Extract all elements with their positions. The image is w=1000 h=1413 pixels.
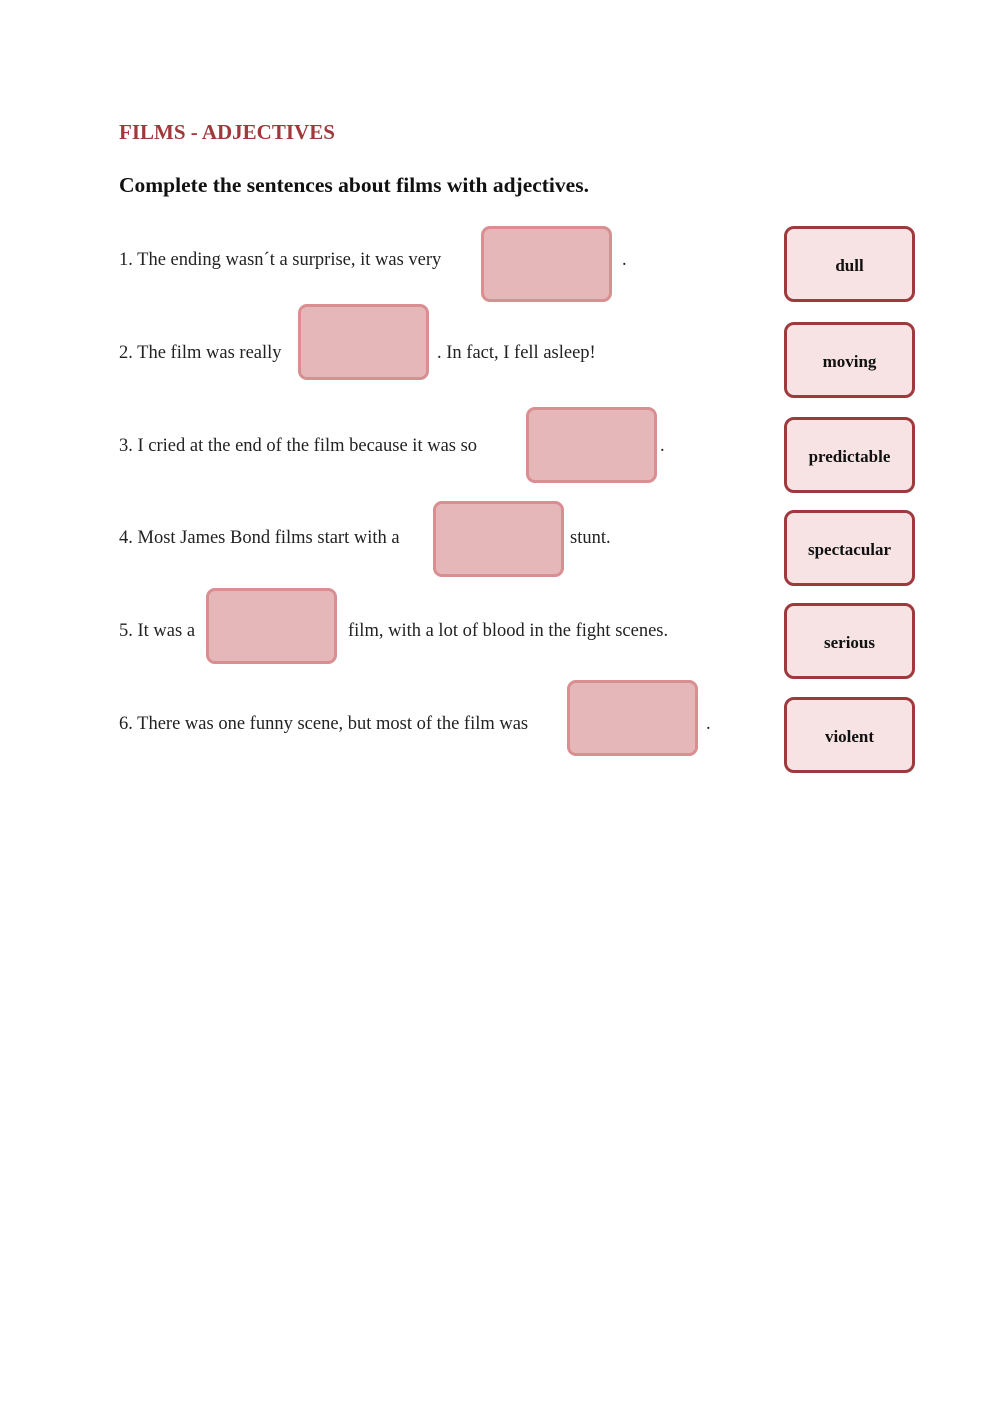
- sentence-3-after: .: [660, 436, 665, 456]
- answer-drop-zone-2[interactable]: [298, 304, 429, 380]
- word-card-serious[interactable]: serious: [784, 603, 915, 679]
- answer-drop-zone-4[interactable]: [433, 501, 564, 577]
- worksheet-title: FILMS - ADJECTIVES: [119, 120, 335, 144]
- sentence-4-before: 4. Most James Bond films start with a: [119, 528, 400, 548]
- sentence-6-after: .: [706, 714, 711, 734]
- answer-drop-zone-1[interactable]: [481, 226, 612, 302]
- answer-drop-zone-3[interactable]: [526, 407, 657, 483]
- answer-drop-zone-6[interactable]: [567, 680, 698, 756]
- sentence-4-after: stunt.: [570, 528, 611, 548]
- sentence-2-after: . In fact, I fell asleep!: [437, 343, 596, 363]
- sentence-6-before: 6. There was one funny scene, but most of the film was: [119, 714, 529, 734]
- answer-drop-zone-5[interactable]: [206, 588, 337, 664]
- sentence-5-before: 5. It was a: [119, 621, 196, 641]
- sentence-3-before: 3. I cried at the end of the film because it was so: [119, 436, 478, 456]
- sentence-5-after: film, with a lot of blood in the fight scenes.: [348, 621, 669, 641]
- sentence-1-after: .: [622, 250, 627, 270]
- word-card-moving[interactable]: moving: [784, 322, 915, 398]
- instruction-text: Complete the sentences about films with adjectives.: [119, 173, 589, 197]
- sentence-2-before: 2. The film was really: [119, 343, 282, 363]
- word-card-predictable[interactable]: predictable: [784, 417, 915, 493]
- word-card-dull[interactable]: dull: [784, 226, 915, 302]
- sentence-1-before: 1. The ending wasn´t a surprise, it was very: [119, 250, 442, 270]
- word-card-spectacular[interactable]: spectacular: [784, 510, 915, 586]
- word-card-violent[interactable]: violent: [784, 697, 915, 773]
